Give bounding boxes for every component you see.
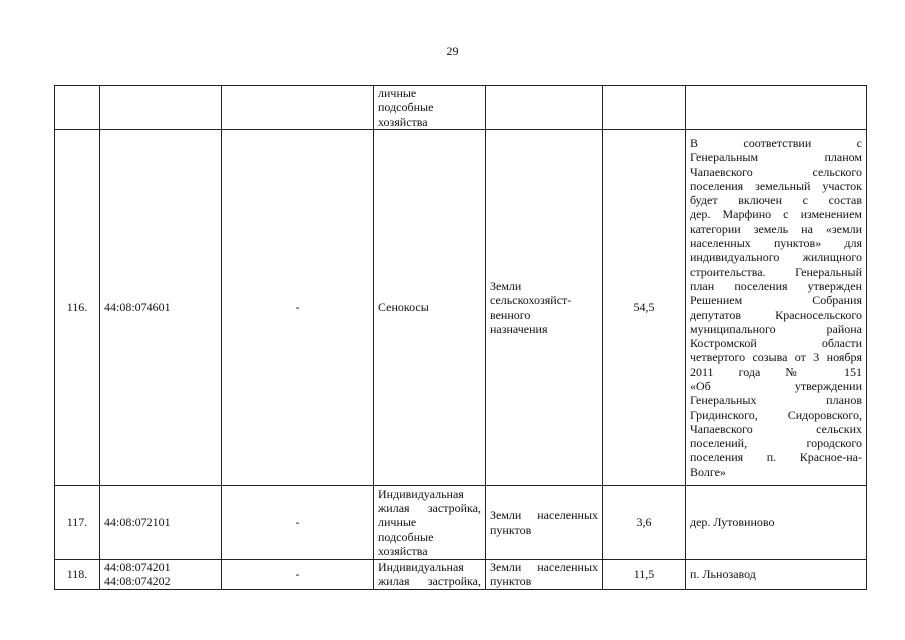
note-line: поселений, городского	[690, 436, 862, 451]
table-row	[55, 486, 867, 560]
note-line: п. Льнозавод	[690, 567, 756, 582]
cell-dash: -	[222, 486, 374, 560]
note-line: населенных пунктов» для	[690, 236, 862, 251]
category-line: Земли населенных	[490, 560, 598, 574]
note-line: Генеральных планов	[690, 393, 862, 408]
cell-permitted-use	[374, 560, 486, 590]
note-line: поселения земельный участок	[690, 178, 862, 193]
note-line: В соответствии с	[690, 135, 862, 150]
use-line: жилая застройка,	[378, 574, 481, 589]
cell-cadastral	[100, 486, 222, 560]
cell-dash	[222, 86, 374, 130]
use-line: подсобные	[378, 100, 434, 115]
note-line: Чапаевского сельского	[690, 164, 862, 179]
cell-area: 54,5	[603, 130, 686, 486]
cell-area: 11,5	[603, 560, 686, 590]
land-plots-table	[54, 85, 867, 590]
cell-dash: -	[222, 130, 374, 486]
note-line: дер. Лутовиново	[690, 515, 775, 530]
category-line: венного	[490, 307, 531, 322]
note-line: Чапаевского сельских	[690, 421, 862, 436]
cadastral-number: 44:08:072101	[104, 515, 171, 530]
use-line: личные	[378, 86, 417, 101]
note-line: Костромской области	[690, 336, 862, 351]
category-line: Земли	[490, 278, 522, 293]
use-line: жилая застройка,	[378, 501, 481, 516]
cell-permitted-use	[374, 130, 486, 486]
cell-note	[686, 86, 867, 130]
cell-area	[603, 86, 686, 130]
cadastral-number: 44:08:074202	[104, 574, 171, 589]
note-line: дер. Марфино с изменением	[690, 207, 862, 222]
cell-num	[55, 86, 100, 130]
cell-num: 117.	[55, 486, 100, 560]
cell-category	[486, 130, 603, 486]
note-line: 2011 года № 151	[690, 364, 862, 379]
table-row	[55, 130, 867, 486]
category-line: пунктов	[490, 574, 532, 589]
note-line: Генеральным планом	[690, 150, 862, 165]
category-line: пунктов	[490, 522, 532, 537]
cell-num: 118.	[55, 560, 100, 590]
use-line: подсобные	[378, 529, 434, 544]
note-line: Гридинского, Сидоровского,	[690, 407, 862, 422]
note-line: «Об утверждении	[690, 378, 862, 393]
use-line: хозяйства	[378, 114, 428, 129]
note-line: индивидуального жилищного	[690, 250, 862, 265]
note-line: будет включен с состав	[690, 193, 862, 208]
cell-num: 116.	[55, 130, 100, 486]
page-number: 29	[446, 44, 459, 58]
cadastral-number: 44:08:074201	[104, 560, 171, 574]
note-line: категории земель на «земли	[690, 221, 862, 236]
use-line: Индивидуальная	[378, 560, 464, 574]
cell-category	[486, 486, 603, 560]
note-line: Решением Собрания	[690, 293, 862, 308]
cell-cadastral	[100, 130, 222, 486]
cell-note	[686, 560, 867, 590]
use-line: Индивидуальная	[378, 486, 464, 501]
use-line: хозяйства	[378, 543, 428, 558]
cell-category	[486, 86, 603, 130]
cell-cadastral	[100, 86, 222, 130]
cell-area: 3,6	[603, 486, 686, 560]
note-line: четвертого созыва от 3 ноября	[690, 350, 862, 365]
use-line: личные	[378, 515, 417, 530]
cell-cadastral	[100, 560, 222, 590]
category-line: Земли населенных	[490, 508, 598, 523]
note-line: план поселения утвержден	[690, 278, 862, 293]
cell-note	[686, 130, 867, 486]
note-line: депутатов Красносельского	[690, 307, 862, 322]
cell-permitted-use	[374, 486, 486, 560]
cell-category	[486, 560, 603, 590]
cadastral-number: 44:08:074601	[104, 300, 171, 315]
table-row-continuation	[55, 86, 867, 130]
cell-dash: -	[222, 560, 374, 590]
cell-note	[686, 486, 867, 560]
category-line: назначения	[490, 321, 548, 336]
table-row	[55, 560, 867, 590]
cell-permitted-use	[374, 86, 486, 130]
note-line: поселения п. Красное-на-	[690, 450, 862, 465]
use-line: Сенокосы	[378, 300, 429, 315]
category-line: сельскохозяйст-	[490, 293, 572, 308]
note-line: Волге»	[690, 464, 726, 479]
note-line: строительства. Генеральный	[690, 264, 862, 279]
note-line: муниципального района	[690, 321, 862, 336]
